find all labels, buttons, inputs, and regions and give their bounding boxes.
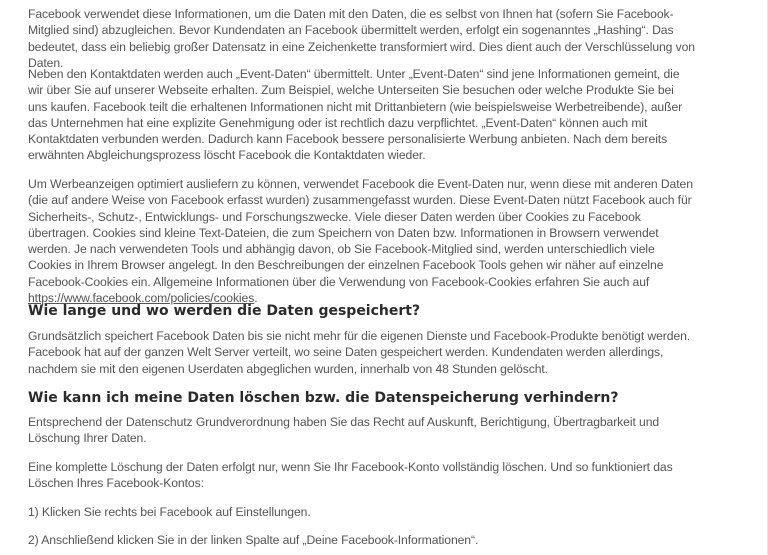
paragraph-event-daten: Neben den Kontaktdaten werden auch „Event-Daten“ übermittelt. Unter „Event-Daten“ sind jene Informationen gemeint, die wir über Sie auf unserer Webseite erhalten. Zum Beispiel, welche Unterseiten Sie besuchen oder welche Produkte Sie bei uns kaufen. Facebook teilt die erhaltenen Informationen nicht mit Drittanbietern (wie beispielsweise Werbetreibende), außer das Unternehmen hat eine explizite Genehmigung oder ist rechtlich dazu verpflichtet. „Event-Daten“ können auch mit Kontaktdaten verbunden werden. Dadurch kann Facebook bessere personalisierte Werbung anbieten. Nach dem bereits erwähnten Abgleichungsprozess löscht Facebook die Kontaktdaten wieder.	[28, 67, 683, 163]
paragraph-storage: Grundsätzlich speichert Facebook Daten bis sie nicht mehr für die eigenen Dienste und Facebook-Produkte benötigt werden. Facebook hat auf der ganzen Welt Server verteilt, wo seine Daten gespeichert werden. Kundendaten werden allerdings, nachdem sie mit den eigenen Userdaten abgeglichen wurden, innerhalb von 48 Stunden gelöscht.	[28, 329, 691, 376]
step-1: 1) Klicken Sie rechts bei Facebook auf Einstellungen.	[28, 505, 311, 519]
paragraph-account-deletion: Eine komplette Löschung der Daten erfolgt nur, wenn Sie Ihr Facebook-Konto vollständig löschen. Und so funktioniert das Löschen Ihres Facebook-Kontos:	[28, 460, 673, 491]
paragraph-cookies	[28, 176, 696, 306]
paragraph-dsgvo-rights: Entsprechend der Datenschutz Grundverordnung haben Sie das Recht auf Auskunft, Berichtigung, Übertragbarkeit und Löschung Ihrer Daten.	[28, 415, 660, 446]
paragraph-cookies-end: .	[254, 291, 258, 306]
paragraph-hashing: Facebook verwendet diese Informationen, um die Daten mit den Daten, die es selbst von Ihnen hat (sofern Sie Facebook-Mitglied sind) abzugleichen. Bevor Kundendaten an Facebook übermittelt werden, erfolgt ein sogenanntes „Hashing“. Das bedeutet, dass ein beliebig großer Datensatz in eine Zeichenkette transformiert wird. Dies dient auch der Verschlüsselung von Daten.	[28, 7, 695, 70]
paragraph-cookies-text: Um Werbeanzeigen optimiert ausliefern zu können, verwendet Facebook die Event-Daten nur, wenn diese mit anderen Daten (die auf andere Weise von Facebook erfasst wurden) zusammengefasst wurden. Diese Event-Daten nützt Facebook auch für Sicherheits-, Schutz-, Entwicklungs- und Forschungszwecke. Viele dieser Daten werden über Cookies zu Facebook übertragen. Cookies sind kleine Text-Dateien, die zum Speichern von Daten bzw. Informationen in Browsern verwendet werden. Je nach verwendeten Tools und abhängig davon, ob Sie Facebook-Mitglied sind, werden unterschiedlich viele Cookies in Ihrem Browser angelegt. In den Beschreibungen der einzelnen Facebook Tools gehen wir näher auf einzelne Facebook-Cookies ein. Allgemeine Informationen über die Verwendung von Facebook-Cookies erfahren Sie auch auf	[28, 177, 693, 289]
facebook-cookies-policy-link[interactable]: https://www.facebook.com/policies/cookies	[28, 291, 255, 306]
heading-storage-duration: Wie lange und wo werden die Daten gespeichert?	[28, 303, 421, 319]
step-2: 2) Anschließend klicken Sie in der linken Spalte auf „Deine Facebook-Informationen“.	[28, 533, 479, 547]
heading-delete-data: Wie kann ich meine Daten löschen bzw. die Datenspeicherung verhindern?	[28, 390, 619, 406]
